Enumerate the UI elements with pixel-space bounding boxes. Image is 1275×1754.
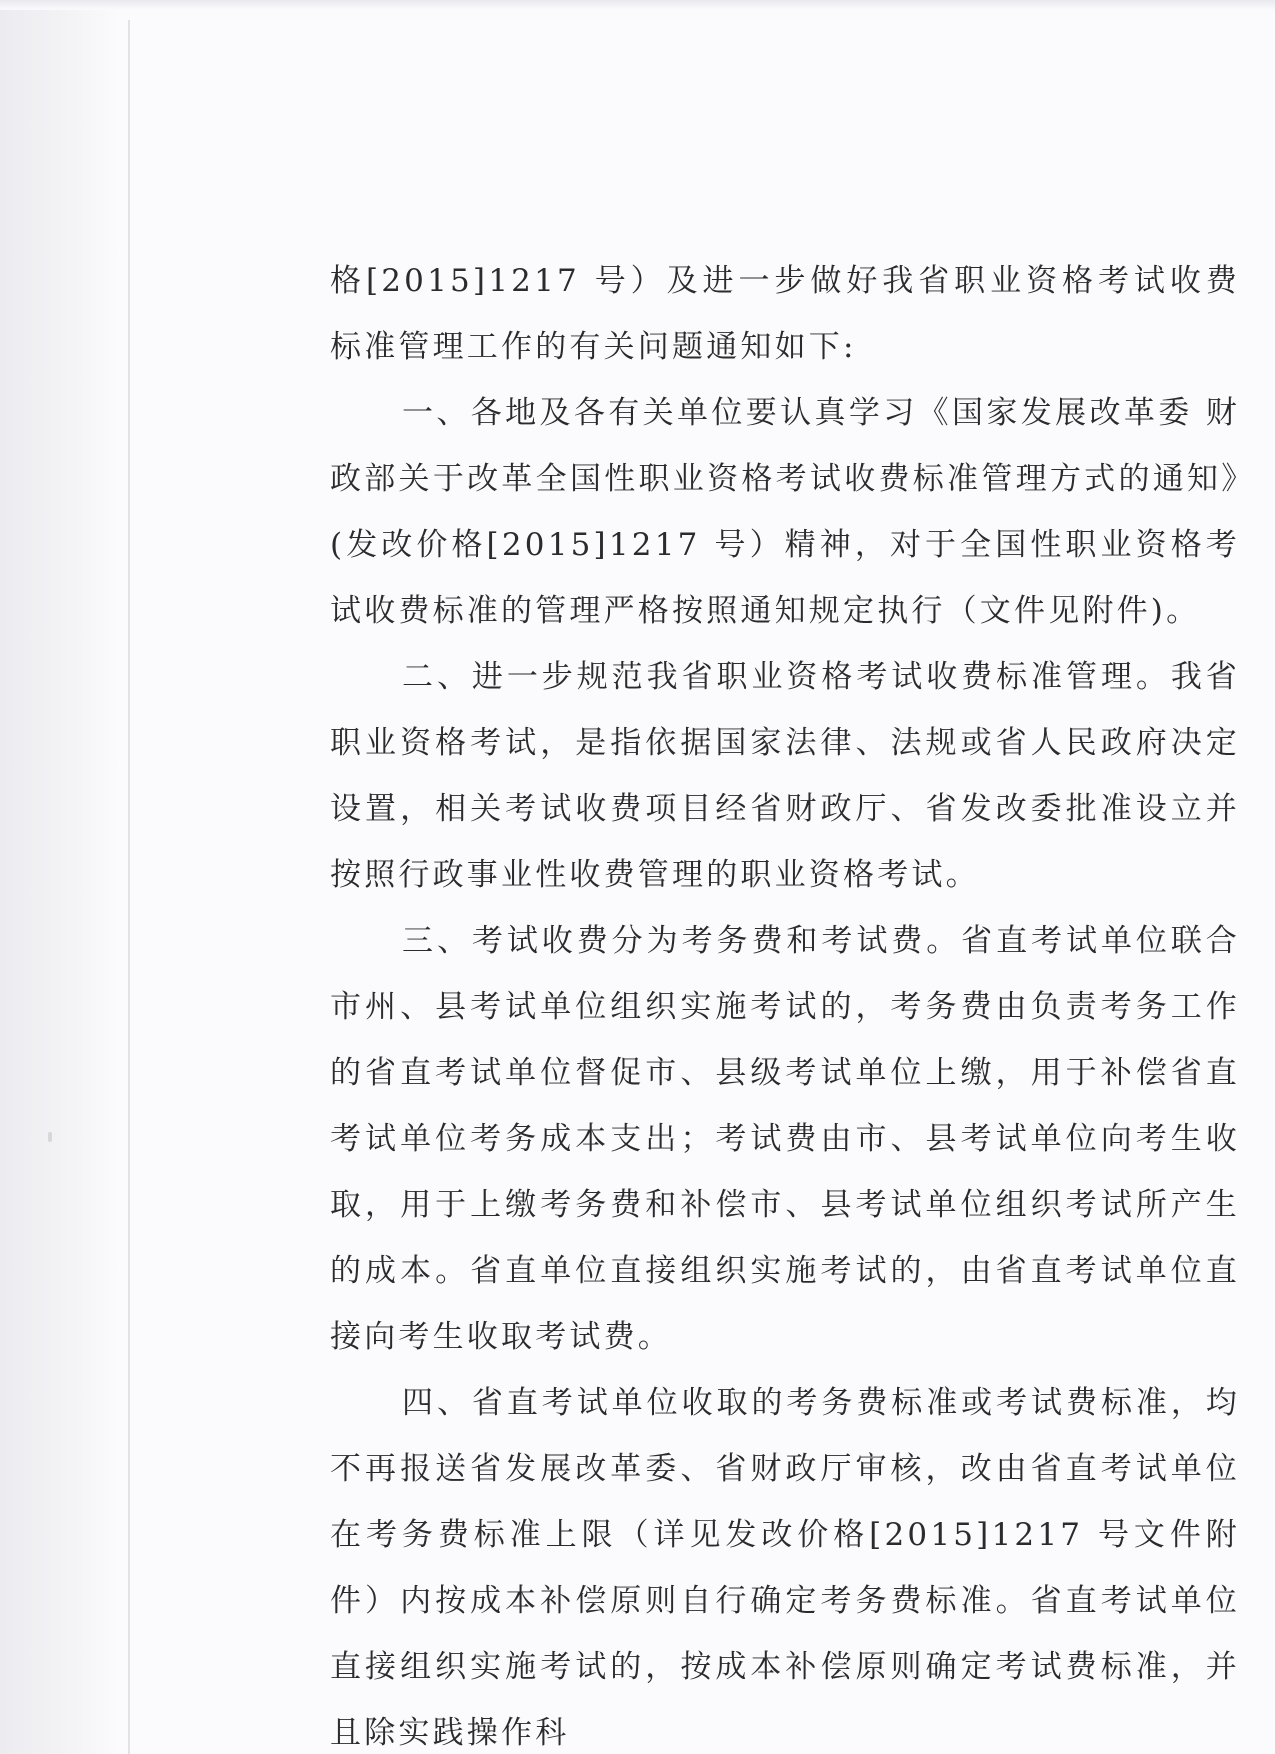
paragraph-item-4: 四、省直考试单位收取的考务费标准或考试费标准，均不再报送省发展改革委、省财政厅审核，改由省直考试单位在考务费标准上限（详见发改价格[2015]1217 号文件附件）内按成本补偿原则自行确定考务费标准。省直考试单位直接组织实施考试的，按成本补偿原则确定考试费标准，并且除实践操作科 [330, 1385, 1240, 1751]
document-body [330, 248, 1240, 1754]
paragraph-item-1: 一、各地及各有关单位要认真学习《国家发展改革委 财政部关于改革全国性职业资格考试收费标准管理方式的通知》(发改价格[2015]1217 号）精神，对于全国性职业资格考试收费标准的管理严格按照通知规定执行（文件见附件)。 [330, 395, 1240, 629]
paragraph-item-3: 三、考试收费分为考务费和考试费。省直考试单位联合市州、县考试单位组织实施考试的，考务费由负责考务工作的省直考试单位督促市、县级考试单位上缴，用于补偿省直考试单位考务成本支出；考试费由市、县考试单位向考生收取，用于上缴考务费和补偿市、县考试单位组织考试所产生的成本。省直单位直接组织实施考试的，由省直考试单位直接向考生收取考试费。 [330, 923, 1240, 1355]
page-edge-shadow [0, 0, 120, 1754]
paragraph-intro-continuation: 格[2015]1217 号）及进一步做好我省职业资格考试收费标准管理工作的有关问题通知如下: [330, 263, 1240, 365]
page-top-edge [0, 0, 1275, 10]
page-fold-line [128, 20, 130, 1754]
scan-speck [48, 1132, 52, 1142]
paragraph-item-2: 二、进一步规范我省职业资格考试收费标准管理。我省职业资格考试，是指依据国家法律、法规或省人民政府决定设置，相关考试收费项目经省财政厅、省发改委批准设立并按照行政事业性收费管理的职业资格考试。 [330, 659, 1240, 893]
